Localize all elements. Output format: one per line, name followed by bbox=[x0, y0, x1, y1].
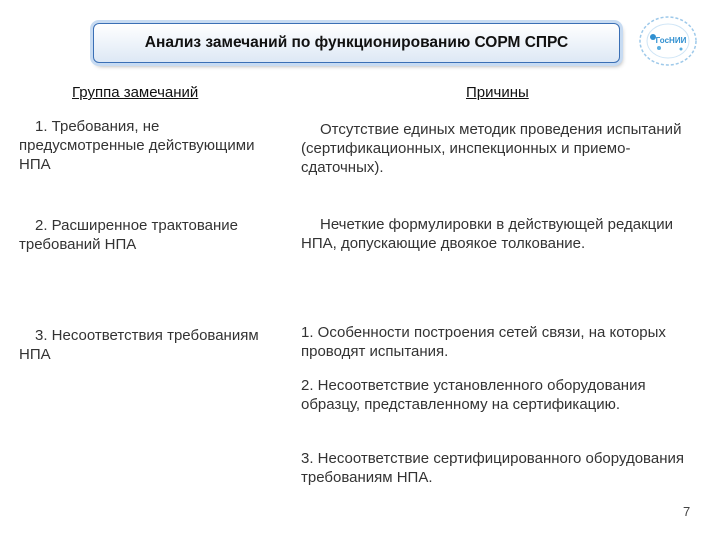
organization-logo bbox=[637, 13, 699, 69]
page-number: 7 bbox=[683, 504, 691, 519]
cause-1: Отсутствие единых методик проведения испытаний (сертификационных, инспекционных и приемо-сдаточных). bbox=[301, 121, 682, 176]
remark-group-2: 2. Расширенное трактование требований НПА bbox=[19, 217, 239, 253]
cause-3-1: 1. Особенности построения сетей связи, на которых проводят испытания. bbox=[301, 324, 666, 360]
cause-3-2: 2. Несоответствие установленного оборудования образцу, представленному на сертификацию. bbox=[301, 377, 646, 413]
remark-group-3: 3. Несоответствия требованиям НПА bbox=[19, 327, 259, 363]
cause-2: Нечеткие формулировки в действующей редакции НПА, допускающие двоякое толкование. bbox=[301, 216, 674, 252]
logo-text: ГосНИИ bbox=[655, 36, 687, 45]
cause-3-3: 3. Несоответствие сертифицированного оборудования требованиям НПА. bbox=[301, 450, 684, 486]
remark-group-1: 1. Требования, не предусмотренные действующими НПА bbox=[19, 118, 255, 173]
column-header-causes: Причины bbox=[466, 84, 529, 101]
slide-title-text: Анализ замечаний по функционированию СОРМ СПРС bbox=[144, 34, 569, 51]
slide-title bbox=[93, 23, 620, 63]
column-header-groups: Группа замечаний bbox=[72, 84, 199, 101]
